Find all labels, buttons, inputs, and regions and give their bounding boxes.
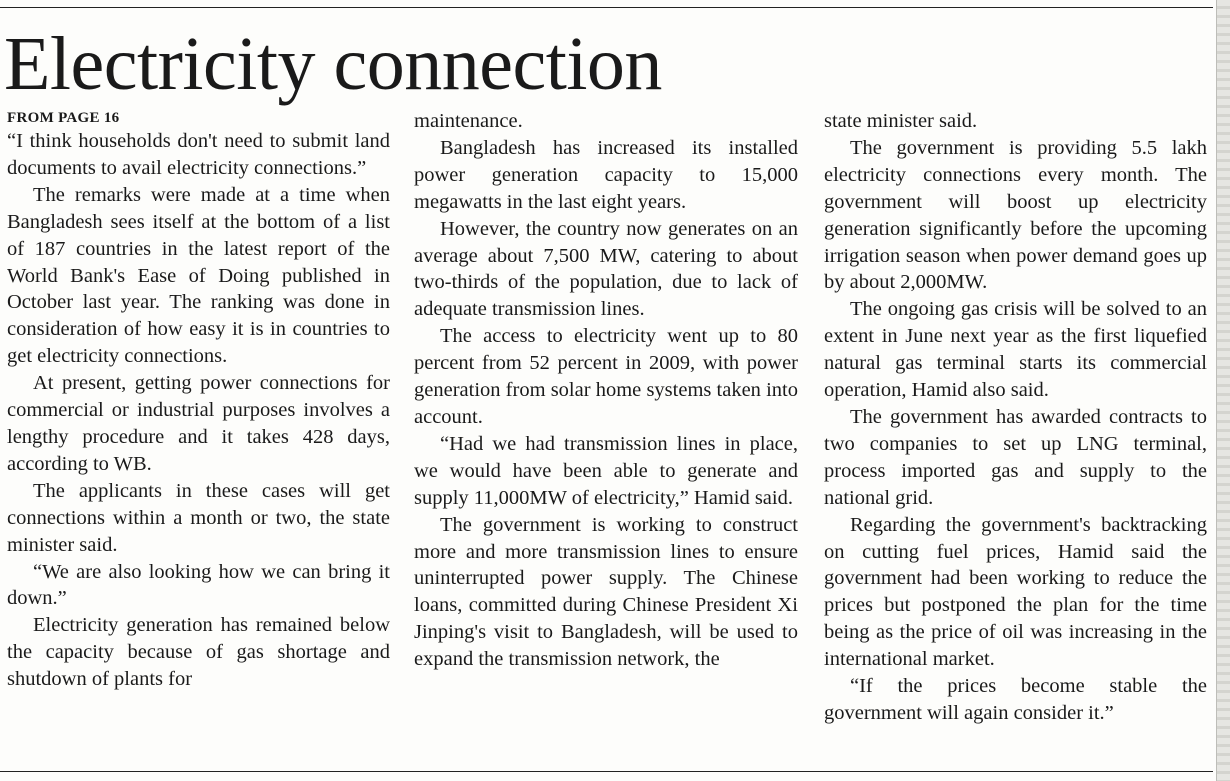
paragraph: At present, getting power connections for commercial or industrial purposes involves a lengthy procedure and it takes 428 days, according to WB.	[7, 372, 390, 475]
paragraph: However, the country now generates on an average about 7,500 MW, catering to about two-thirds of the population, due to lack of adequate transmission lines.	[414, 217, 798, 321]
paragraph: Electricity generation has remained below the capacity because of gas shortage and shutdown of plants for	[7, 614, 390, 691]
paragraph: The ongoing gas crisis will be solved to an extent in June next year as the first liquefied natural gas terminal starts its commercial operation, Hamid also said.	[824, 298, 1207, 402]
paragraph: “If the prices become stable the government will again consider it.”	[824, 675, 1207, 724]
paragraph: The government is working to construct more and more transmission lines to ensure uninterrupted power supply. The Chinese loans, committed during Chinese President Xi Jinping's visit to Bangladesh, will be used to expand the transmission network, the	[414, 513, 798, 671]
paragraph: The government has awarded contracts to two companies to set up LNG terminal, process imported gas and supply to the national grid.	[824, 405, 1207, 509]
article-column-1	[7, 108, 390, 693]
paragraph: The applicants in these cases will get connections within a month or two, the state minister said.	[7, 479, 390, 556]
top-rule	[0, 7, 1213, 8]
article-column-3	[824, 108, 1207, 727]
continuation-kicker: FROM PAGE 16	[7, 110, 120, 126]
headline: Electricity connection	[4, 22, 662, 106]
paragraph: “Had we had transmission lines in place, we would have been able to generate and supply 11,000MW of electricity,” Hamid said.	[414, 432, 798, 509]
bottom-rule	[0, 771, 1213, 772]
paragraph: state minister said.	[824, 110, 978, 132]
paragraph: maintenance.	[414, 110, 523, 132]
paragraph: Regarding the government's backtracking on cutting fuel prices, Hamid said the government had been working to reduce the prices but postponed the plan for the time being as the price of oil was increasing in the international market.	[824, 513, 1207, 671]
article-column-2	[414, 108, 798, 673]
paragraph: The government is providing 5.5 lakh electricity connections every month. The government will boost up electricity generation significantly before the upcoming irrigation season when power demand goes up by about 2,000MW.	[824, 136, 1207, 294]
paragraph: The access to electricity went up to 80 percent from 52 percent in 2009, with power generation from solar home systems taken into account.	[414, 325, 798, 428]
paragraph: Bangladesh has increased its installed power generation capacity to 15,000 megawatts in the last eight years.	[414, 136, 798, 213]
paragraph: “I think households don't need to submit land documents to avail electricity connections.”	[7, 130, 390, 179]
paragraph: “We are also looking how we can bring it down.”	[7, 560, 390, 610]
paragraph: The remarks were made at a time when Bangladesh sees itself at the bottom of a list of 187 countries in the latest report of the World Bank's Ease of Doing published in October last year. The ranking was done in consideration of how easy it is in countries to get electricity connections.	[7, 183, 390, 368]
adjacent-page-edge	[1216, 0, 1230, 781]
